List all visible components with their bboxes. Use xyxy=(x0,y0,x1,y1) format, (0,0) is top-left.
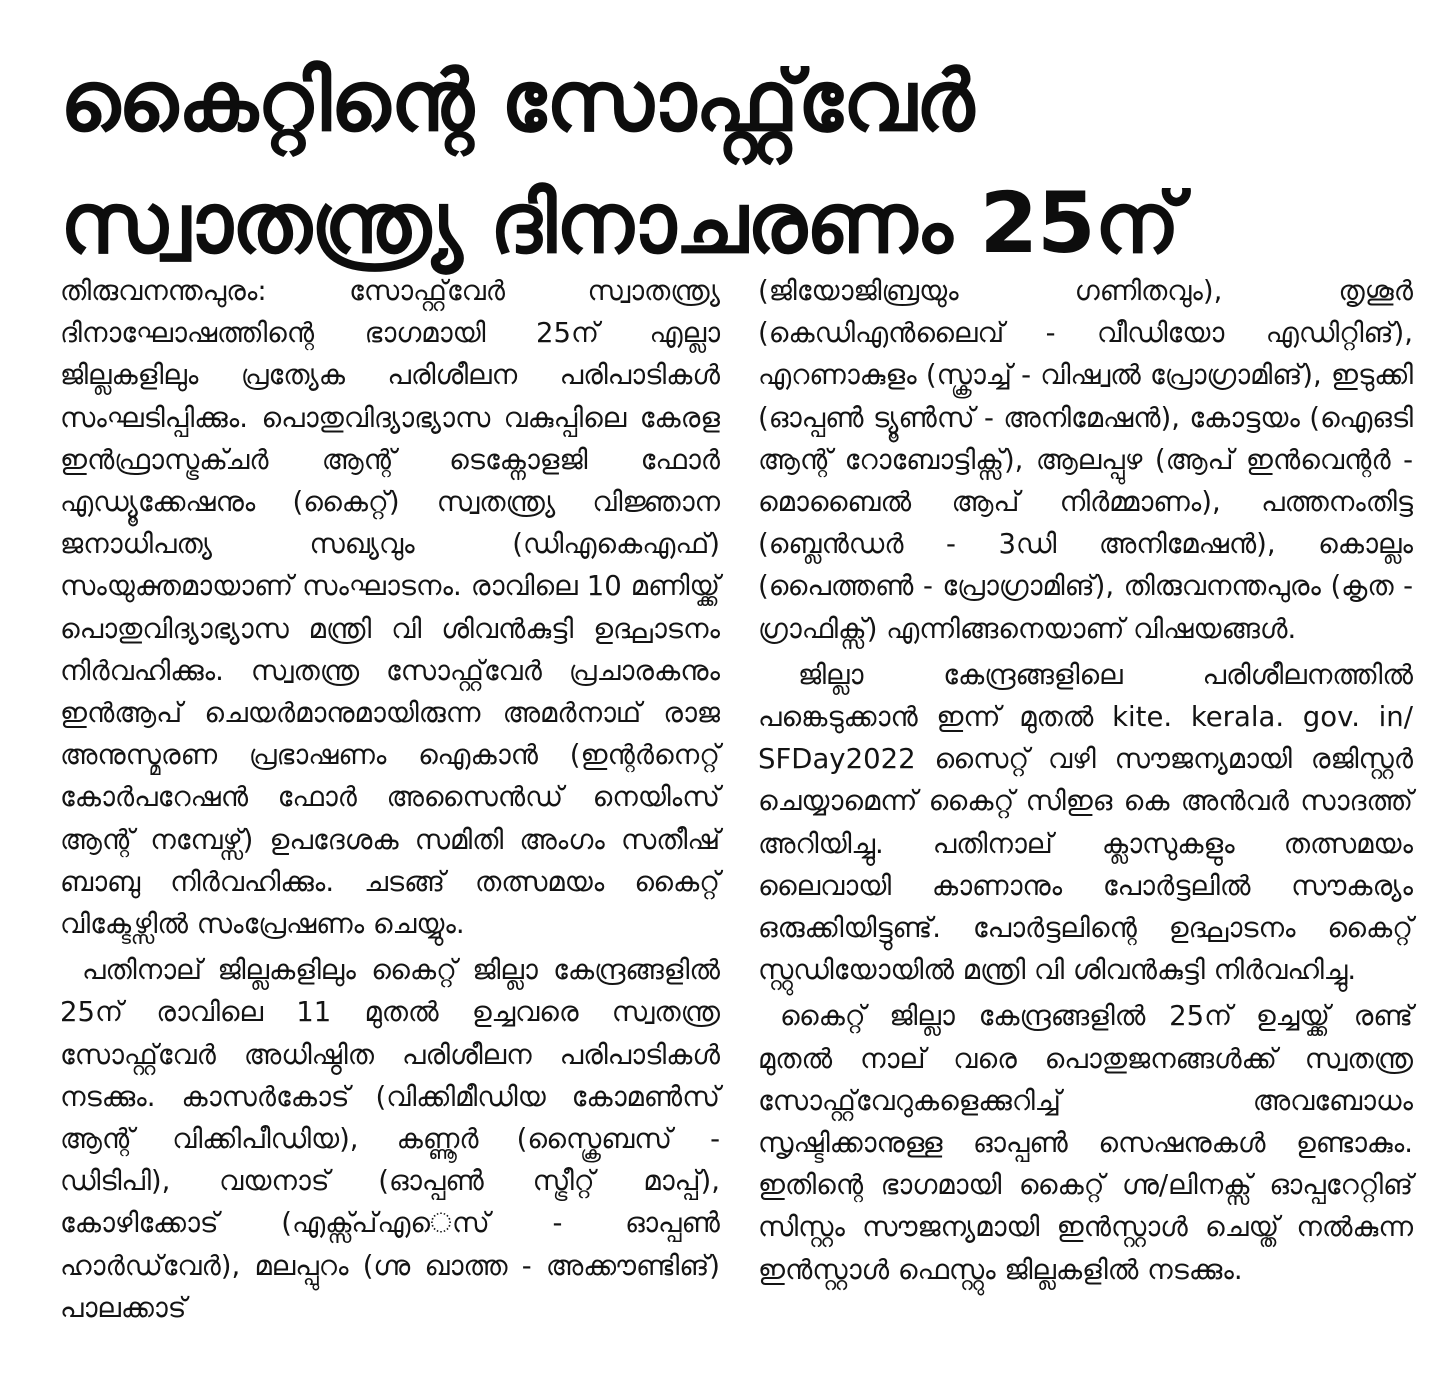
left-column xyxy=(60,270,720,1329)
headline-line-2: സ്വാതന്ത്ര്യ ദിനാചരണം 25ന് xyxy=(60,174,1180,272)
paragraph-districts: പതിനാല് ജില്ലകളിലും കൈറ്റ് ജില്ലാ കേന്ദ്രങ്ങളിൽ 25ന് രാവിലെ 11 മുതൽ ഉച്ചവരെ സ്വതന്ത്ര സോഫ്റ്റ്‌വേർ അധിഷ്ഠിത പരിശീലന പരിപാടികൾ നടക്കും. കാസർകോട് (വിക്കിമീഡിയ കോമൺസ് ആന്റ് വിക്കിപീഡിയ), കണ്ണൂർ (സ്ക്രൈബസ് - ഡിടിപി), വയനാട് (ഓപ്പൺ സ്ട്രീറ്റ് മാപ്പ്), കോഴിക്കോട് (എക്സ്പ്എെസ് - ഓപ്പൺ ഹാർഡ്‌വേർ), മലപ്പുറം (ഗ്നു ഖാത്ത - അക്കൗണ്ടിങ്) പാലക്കാട് xyxy=(60,954,720,1324)
headline-line-1: കൈറ്റിന്റെ സോഫ്റ്റ്‌വേർ xyxy=(60,52,974,150)
paragraph-topics: (ജിയോജിബ്രയും ഗണിതവും), തൃശൂർ (കെഡിഎൻലൈവ് - വീഡിയോ എഡിറ്റിങ്), എറണാകുളം (സ്ക്രാച്ച് - വിഷ്വൽ പ്രോഗ്രാമിങ്), ഇടുക്കി (ഓപ്പൺ ട്യൂൺസ് - അനിമേഷൻ), കോട്ടയം (ഐഒടി ആന്റ് റോബോട്ടിക്സ്), ആലപ്പുഴ (ആപ് ഇൻവെന്റർ - മൊബൈൽ ആപ് നിർമ്മാണം), പത്തനംതിട്ട (ബ്ലെൻഡർ - 3ഡി അനിമേഷൻ), കൊല്ലം (പൈത്തൺ - പ്രോഗ്രാമിങ്), തിരുവനന്തപുരം (കൃത - ഗ്രാഫിക്സ്) എന്നിങ്ങനെയാണ് വിഷയങ്ങൾ. xyxy=(758,275,1413,645)
headline xyxy=(60,40,1400,284)
paragraph-registration: ജില്ലാ കേന്ദ്രങ്ങളിലെ പരിശീലനത്തിൽ പങ്കെടുക്കാൻ ഇന്ന് മുതൽ kite. kerala. gov. in/ SFDay2022 സൈറ്റ് വഴി സൗജന്യമായി രജിസ്റ്റർ ചെയ്യാമെന്ന് കൈറ്റ് സിഇഒ കെ അൻവർ സാദത്ത് അറിയിച്ചു. പതിനാല് ക്ലാസുകളും തത്സമയം ലൈവായി കാണാനും പോർട്ടലിൽ സൗകര്യം ഒരുക്കിയിട്ടുണ്ട്. പോർട്ടലിന്റെ ഉദ്ഘാടനം കൈറ്റ് സ്റ്റുഡിയോയിൽ മന്ത്രി വി ശിവൻകുട്ടി നിർവഹിച്ചു. xyxy=(758,658,1413,987)
paragraph-open-sessions: കൈറ്റ് ജില്ലാ കേന്ദ്രങ്ങളിൽ 25ന് ഉച്ചയ്ക്ക് രണ്ട് മുതൽ നാല് വരെ പൊതുജനങ്ങൾക്ക് സ്വതന്ത്ര സോഫ്റ്റ്‌വേറുകളെക്കുറിച്ച് അവബോധം സൃഷ്ടിക്കാനുള്ള ഓപ്പൺ സെഷനുകൾ ഉണ്ടാകും. ഇതിന്റെ ഭാഗമായി കൈറ്റ് ഗ്നു/ലിനക്സ് ഓപ്പറേറ്റിങ് സിസ്റ്റം സൗജന്യമായി ഇൻസ്റ്റാൾ ചെയ്ത് നൽകുന്ന ഇൻസ്റ്റാൾ ഫെസ്റ്റും ജില്ലകളിൽ നടക്കും. xyxy=(758,1000,1413,1286)
right-column xyxy=(758,270,1413,1291)
paragraph-intro: തിരുവനന്തപുരം: സോഫ്റ്റ്‌വേർ സ്വാതന്ത്ര്യ ദിനാഘോഷത്തിന്റെ ഭാഗമായി 25ന് എല്ലാ ജില്ലകളിലും പ്രത്യേക പരിശീലന പരിപാടികൾ സംഘടിപ്പിക്കും. പൊതുവിദ്യാഭ്യാസ വകുപ്പിലെ കേരള ഇൻഫ്രാസ്ട്രക്ചർ ആന്റ് ടെക്നോളജി ഫോർ എഡ്യൂക്കേഷനും (കൈറ്റ്) സ്വതന്ത്ര്യ വിജ്ഞാന ജനാധിപത്യ സഖ്യവും (ഡിഎകെഎഫ്) സംയുക്തമായാണ് സംഘാടനം. രാവിലെ 10 മണിയ്ക്ക് പൊതുവിദ്യാഭ്യാസ മന്ത്രി വി ശിവൻകുട്ടി ഉദ്ഘാടനം നിർവഹിക്കും. സ്വതന്ത്ര സോഫ്റ്റ്‌വേർ പ്രചാരകനും ഇൻആപ് ചെയർമാനുമായിരുന്ന അമർനാഥ് രാജ അനുസ്മരണ പ്രഭാഷണം ഐകാൻ (ഇന്റർനെറ്റ് കോർപറേഷൻ ഫോർ അസൈൻഡ് നെയിംസ് ആന്റ് നമ്പേഴ്സ്) ഉപദേശക സമിതി അംഗം സതീഷ് ബാബു നിർവഹിക്കും. ചടങ്ങ് തത്സമയം കൈറ്റ് വിക്ടേഴ്സിൽ സംപ്രേഷണം ചെയ്യും. xyxy=(60,275,720,941)
